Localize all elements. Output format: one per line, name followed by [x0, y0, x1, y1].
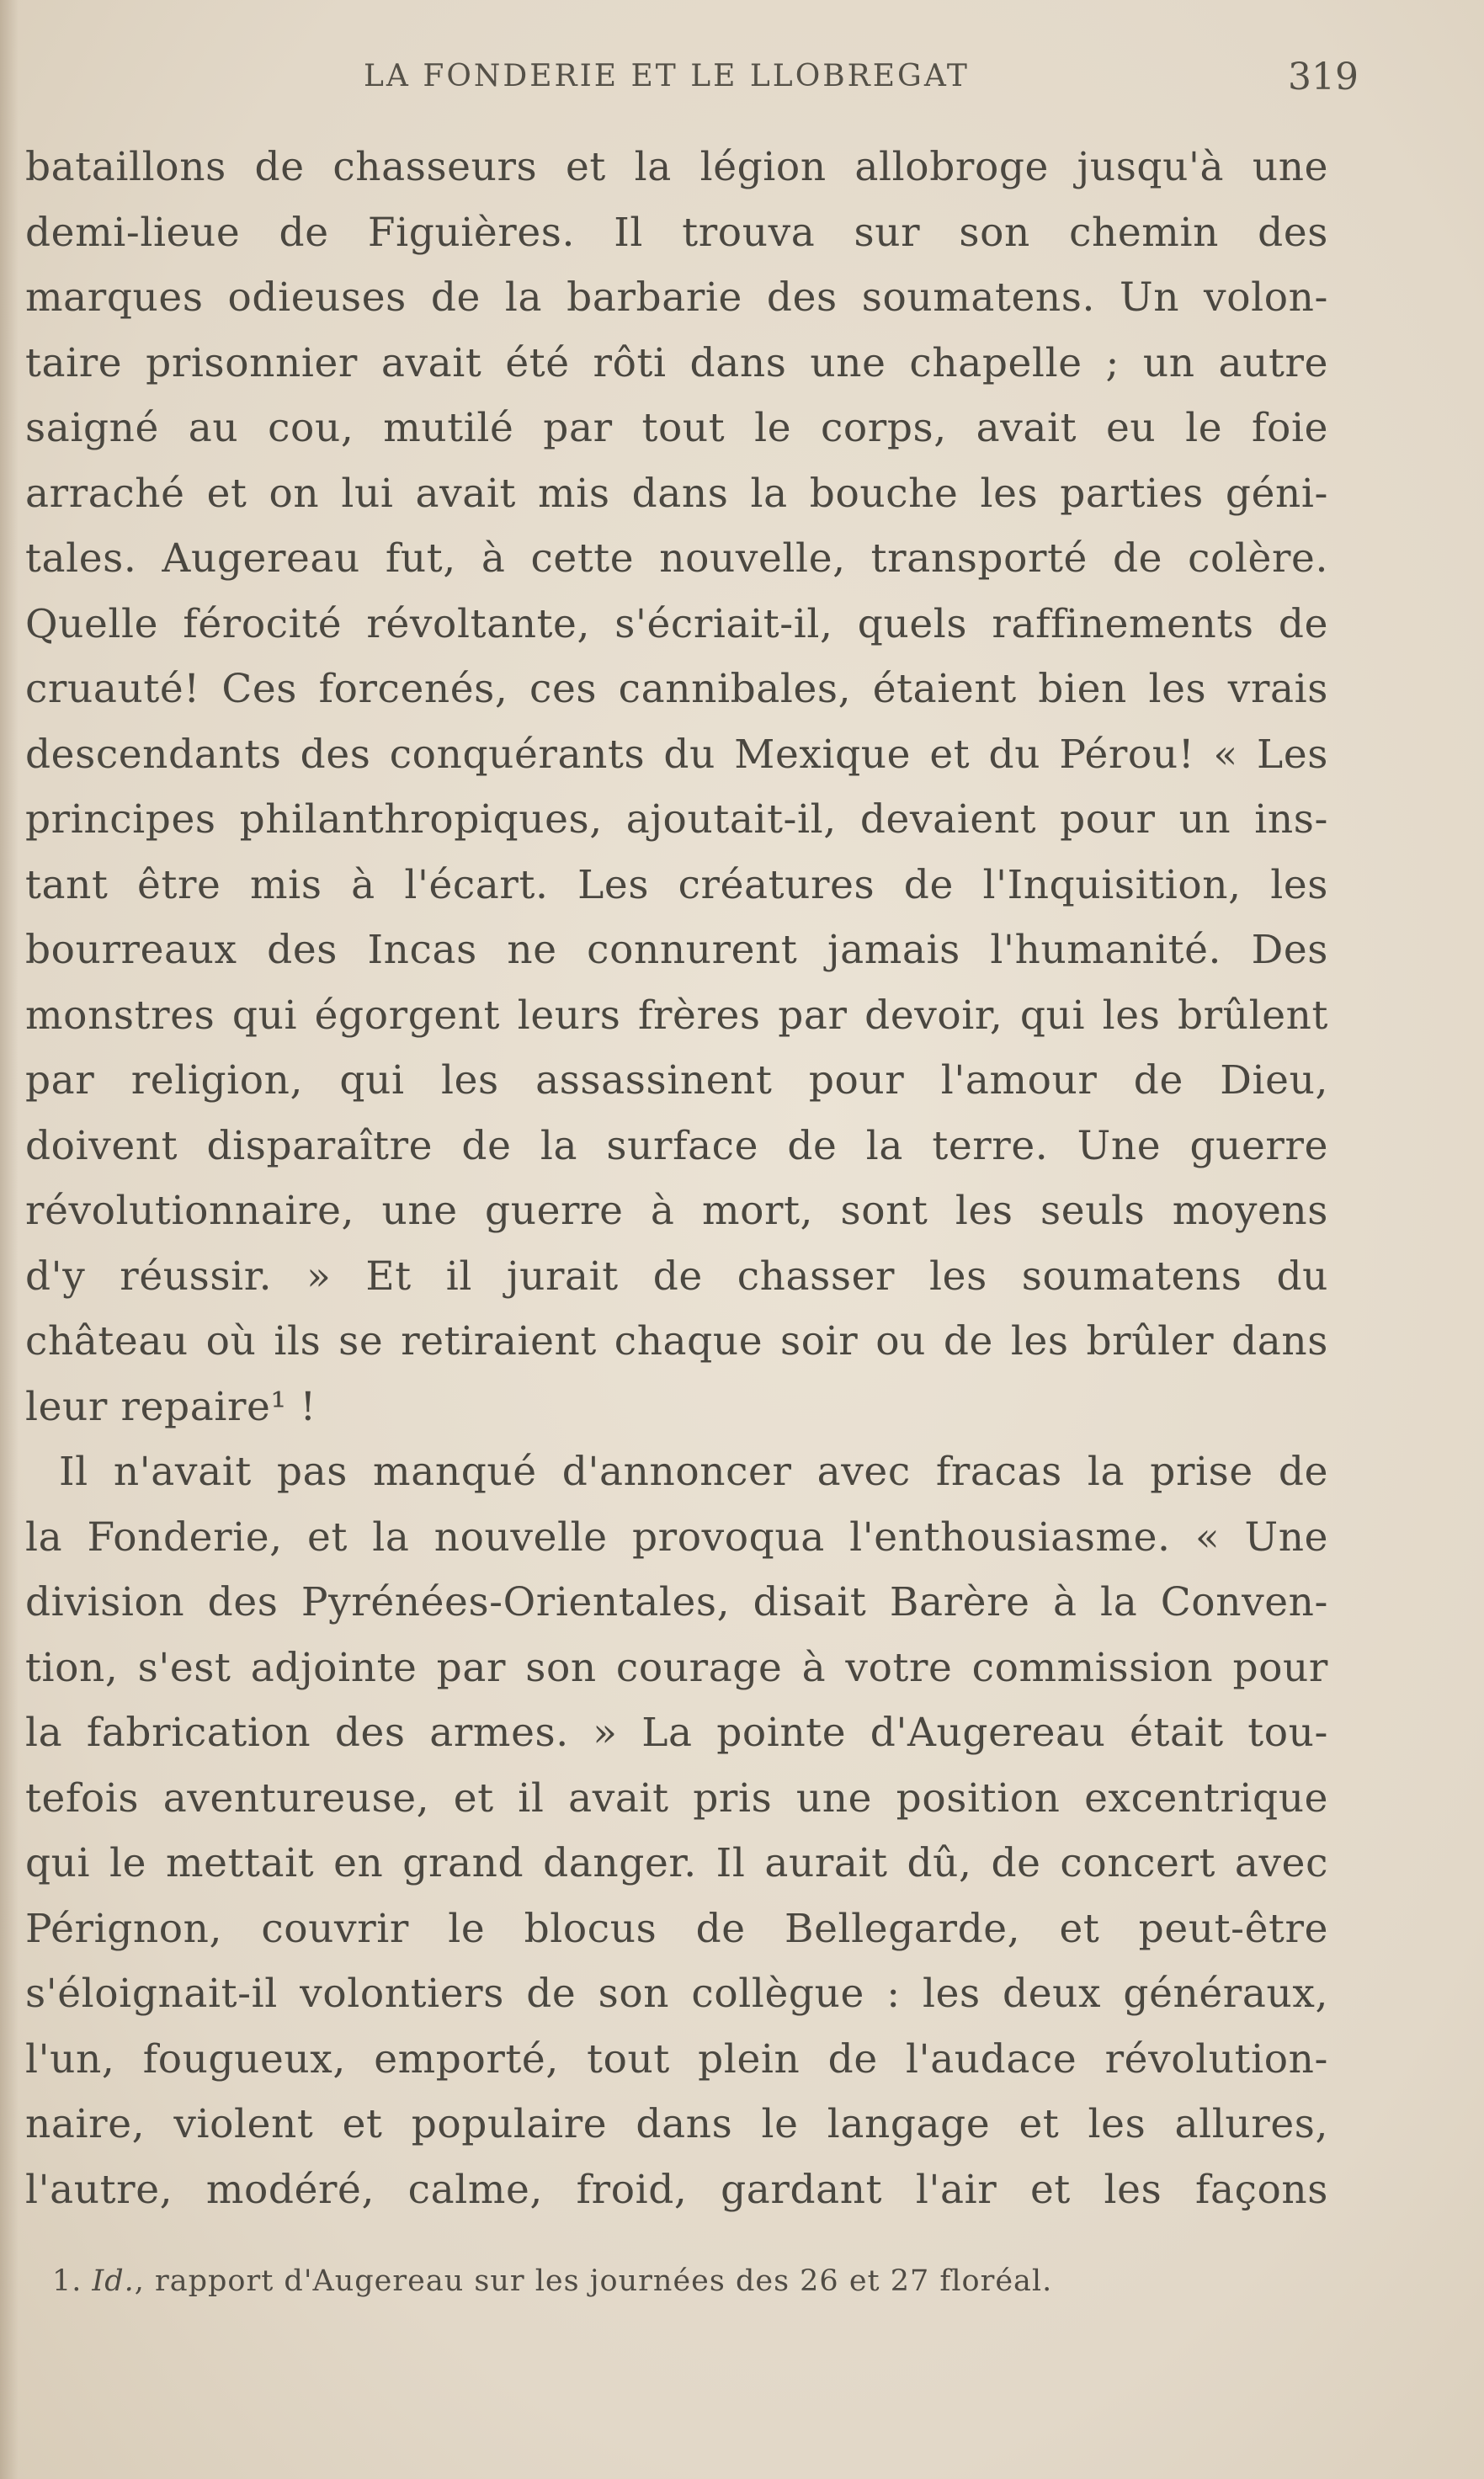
text-line: leur repaire¹ !	[25, 1383, 316, 1430]
text-line: d'y réussir. » Et il jurait de chasser les soumatens du	[25, 1253, 1328, 1300]
text-line: bataillons de chasseurs et la légion allobroge jusqu'à une	[25, 144, 1328, 190]
footnote-ibid: Id.	[92, 2264, 135, 2298]
footnote-mark: 1.	[52, 2264, 82, 2298]
text-line: tant être mis à l'écart. Les créatures de l'Inquisition, les	[25, 861, 1328, 908]
text-line: la Fonderie, et la nouvelle provoqua l'enthousiasme. « Une	[25, 1513, 1328, 1561]
text-line: révolutionnaire, une guerre à mort, sont les seuls moyens	[25, 1188, 1328, 1234]
text-line: taire prisonnier avait été rôti dans une chapelle ; un autre	[25, 339, 1328, 386]
text-line: naire, violent et populaire dans le langage et les allures,	[25, 2101, 1328, 2147]
text-line: Il n'avait pas manqué d'annoncer avec fracas la prise de	[59, 1449, 1328, 1495]
text-line: l'autre, modéré, calme, froid, gardant l'air et les façons	[25, 2166, 1328, 2213]
page-edge-shadow	[0, 0, 19, 2479]
text-line: monstres qui égorgent leurs frères par devoir, qui les brûlent	[25, 992, 1328, 1039]
text-line: demi-lieue de Figuières. Il trouva sur son chemin des	[25, 209, 1328, 256]
footnote-text: , rapport d'Augereau sur les journées des 26 et 27 floréal.	[134, 2264, 1053, 2298]
text-line: château où ils se retiraient chaque soir ou de les brûler dans	[25, 1318, 1328, 1365]
text-line: tefois aventureuse, et il avait pris une position excentrique	[25, 1774, 1328, 1822]
text-line: tion, s'est adjointe par son courage à votre commission pour	[25, 1644, 1328, 1691]
text-line: cruauté! Ces forcenés, ces cannibales, étaient bien les vrais	[25, 666, 1328, 712]
page-number: 319	[1288, 56, 1359, 98]
text-line: Pérignon, couvrir le blocus de Bellegarde, et peut-être	[25, 1905, 1328, 1952]
body-text	[25, 135, 1328, 2222]
text-line: l'un, fougueux, emporté, tout plein de l'audace révolution-	[25, 2035, 1328, 2083]
text-line: la fabrication des armes. » La pointe d'Augereau était tou-	[25, 1710, 1328, 1756]
text-line: marques odieuses de la barbarie des soumatens. Un volon-	[25, 274, 1328, 321]
text-line: descendants des conquérants du Mexique et du Pérou! « Les	[25, 731, 1328, 778]
text-line: tales. Augereau fut, à cette nouvelle, transporté de colère.	[25, 535, 1328, 582]
text-line: Quelle férocité révoltante, s'écriait-il, quels raffinements de	[25, 600, 1328, 647]
text-line: arraché et on lui avait mis dans la bouche les parties géni-	[25, 470, 1328, 517]
text-line: division des Pyrénées-Orientales, disait Barère à la Conven-	[25, 1579, 1328, 1625]
text-line: principes philanthropiques, ajoutait-il, devaient pour un ins-	[25, 796, 1328, 843]
text-line: saigné au cou, mutilé par tout le corps, avait eu le foie	[25, 405, 1328, 451]
text-line: qui le mettait en grand danger. Il aurait dû, de concert avec	[25, 1840, 1328, 1886]
text-line: par religion, qui les assassinent pour l'amour de Dieu,	[25, 1057, 1328, 1104]
running-title: LA FONDERIE ET LE LLOBREGAT	[364, 59, 970, 93]
footnote	[52, 2264, 1052, 2298]
text-line: doivent disparaître de la surface de la terre. Une guerre	[25, 1122, 1328, 1169]
text-line: s'éloignait-il volontiers de son collègue : les deux généraux,	[25, 1971, 1328, 2017]
page-header	[0, 52, 1484, 103]
text-line: bourreaux des Incas ne connurent jamais l'humanité. Des	[25, 927, 1328, 973]
